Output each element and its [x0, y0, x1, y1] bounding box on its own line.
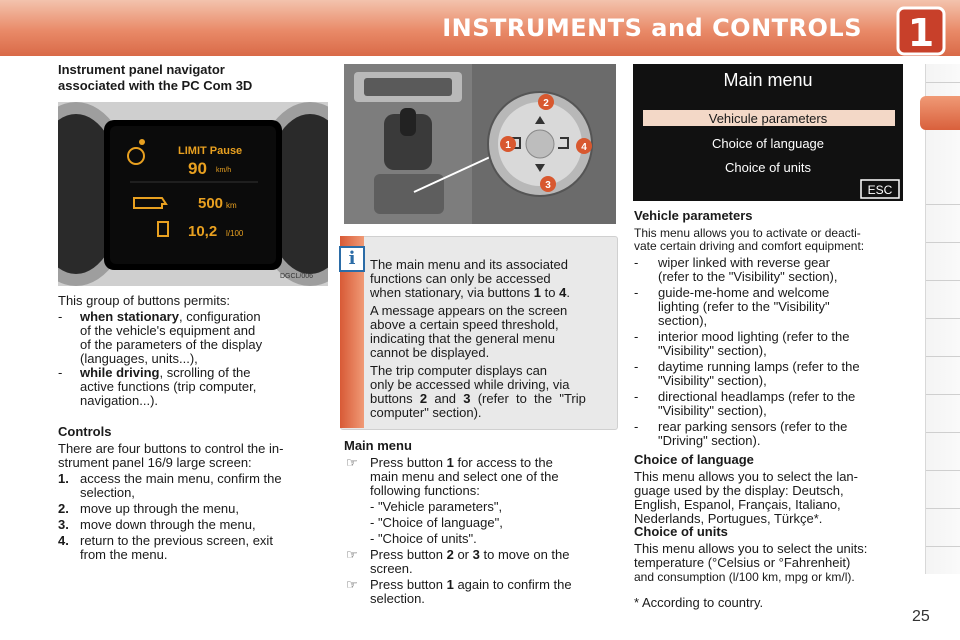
list-bullet: - — [58, 365, 63, 380]
list-item-text: navigation...). — [80, 393, 159, 408]
button-callout-2: 2 — [543, 98, 549, 109]
language-text: guage used by the display: Deutsch, — [634, 483, 844, 498]
list-bullet: - — [634, 329, 639, 344]
main-menu-bold: 1 — [446, 455, 454, 470]
screen-item: Choice of language — [711, 136, 825, 151]
screen-title: Main menu — [723, 70, 813, 90]
info-text: indicating that the general menu — [370, 331, 556, 346]
language-text: This menu allows you to select the lan- — [634, 469, 858, 484]
button-callout-1: 1 — [505, 140, 511, 151]
vp-item: daytime running lamps (refer to the — [658, 359, 860, 374]
header-title: INSTRUMENTS and CONTROLS — [442, 14, 862, 42]
info-text: A message appears on the screen — [370, 303, 568, 318]
units-heading: Choice of units — [634, 524, 728, 539]
vp-item: "Visibility" section), — [658, 343, 767, 358]
side-tab[interactable] — [926, 508, 960, 509]
main-menu-bold: 1 — [446, 577, 454, 592]
vp-item: directional headlamps (refer to the — [658, 389, 856, 404]
info-text: and — [427, 391, 464, 406]
info-text: The trip computer displays can — [370, 363, 548, 378]
control-text: access the main menu, confirm the — [80, 471, 282, 486]
info-text: above a certain speed threshold, — [370, 317, 559, 332]
main-menu-bold: 2 — [446, 547, 454, 562]
screen-item: Vehicule parameters — [708, 111, 828, 126]
main-menu-text: screen. — [370, 561, 413, 576]
footnote: * According to country. — [634, 595, 764, 610]
info-text — [370, 286, 570, 300]
control-number: 3. — [58, 517, 69, 532]
vp-item: interior mood lighting (refer to the — [658, 329, 850, 344]
side-tab[interactable] — [926, 82, 960, 83]
page-header — [0, 0, 960, 56]
list-item — [80, 366, 251, 380]
language-heading: Choice of language — [634, 452, 754, 467]
info-icon: i — [339, 246, 365, 272]
main-menu-text: following functions: — [370, 483, 480, 498]
info-text: (refer to the "Trip — [470, 391, 586, 406]
display-range: 500 — [198, 195, 224, 212]
main-menu-sub: - "Vehicle parameters", — [370, 499, 503, 514]
main-menu-screen — [633, 64, 903, 201]
info-text-bold: 4 — [559, 285, 567, 300]
main-menu-text: Press button — [370, 455, 447, 470]
vp-item: "Driving" section). — [658, 433, 761, 448]
vp-item: (refer to the "Visibility" section), — [658, 269, 838, 284]
main-menu-text: again to confirm the — [453, 577, 572, 592]
vp-item: guide-me-home and welcome — [658, 285, 830, 300]
control-number: 1. — [58, 471, 69, 486]
main-menu-text: or — [453, 547, 473, 562]
info-text-bold: 1 — [533, 285, 542, 300]
info-text: buttons — [370, 391, 420, 406]
vehicle-parameters-heading: Vehicle parameters — [634, 208, 753, 223]
main-menu-text: selection. — [370, 591, 425, 606]
list-item-text: (languages, units...), — [80, 351, 198, 366]
main-menu-text: Press button — [370, 547, 447, 562]
language-text: Nederlands, Portugues, Türkçe*. — [634, 511, 823, 526]
section-title: Instrument panel navigator — [58, 62, 225, 77]
pointer-icon: ☞ — [346, 577, 358, 592]
info-text: computer" section). — [370, 405, 482, 420]
display-consumption: 10,2 — [188, 223, 218, 240]
main-menu-text: main menu and select one of the — [370, 469, 559, 484]
main-menu-text: to move on the — [479, 547, 570, 562]
side-tab[interactable] — [926, 432, 960, 433]
list-item-text: of the parameters of the display — [80, 337, 263, 352]
info-text: functions can only be accessed — [370, 271, 551, 286]
side-tab[interactable] — [926, 470, 960, 471]
units-text: temperature (°Celsius or °Fahrenheit) — [634, 555, 851, 570]
units-text: and consumption (l/100 km, mpg or km/l). — [634, 570, 855, 584]
main-menu-text: Press button — [370, 577, 447, 592]
side-tabs — [925, 64, 960, 574]
vp-item: rear parking sensors (refer to the — [658, 419, 848, 434]
info-text: The main menu and its associated — [370, 257, 568, 272]
display-speed-unit: km/h — [216, 167, 232, 174]
section-title: associated with the PC Com 3D — [58, 78, 253, 93]
info-text: cannot be displayed. — [370, 345, 490, 360]
units-text: This menu allows you to select the units: — [634, 541, 868, 556]
screen-item: Choice of units — [725, 160, 811, 175]
main-menu-text — [370, 548, 570, 562]
controls-intro: There are four buttons to control the in- — [58, 441, 284, 456]
main-menu-heading: Main menu — [344, 438, 412, 453]
side-tab[interactable] — [926, 318, 960, 319]
vp-item: "Visibility" section), — [658, 373, 767, 388]
intro-text: This group of buttons permits: — [58, 293, 230, 308]
control-text: return to the previous screen, exit — [80, 533, 273, 548]
display-speed: 90 — [188, 159, 207, 178]
main-menu-text — [370, 578, 572, 592]
side-tab[interactable] — [926, 280, 960, 281]
info-text — [370, 392, 586, 406]
list-item-text: , scrolling of the — [159, 365, 251, 380]
control-text: selection, — [80, 485, 135, 500]
info-text-bold: 2 — [419, 391, 428, 406]
vp-intro: This menu allows you to activate or deacti- — [634, 226, 861, 240]
vp-item: "Visibility" section), — [658, 403, 767, 418]
list-item-bold: when stationary — [80, 309, 179, 324]
list-bullet: - — [58, 309, 63, 324]
control-text: move up through the menu, — [80, 501, 239, 516]
list-item-text: , configuration — [178, 309, 261, 324]
controls-heading: Controls — [58, 424, 112, 439]
main-menu-text: for access to the — [453, 455, 553, 470]
side-tab-active[interactable] — [920, 96, 960, 130]
side-tab[interactable] — [926, 394, 960, 395]
chapter-number: 1 — [907, 11, 935, 55]
list-bullet: - — [634, 389, 639, 404]
image-ref: DGCL/006 — [280, 273, 314, 280]
info-text: . — [566, 285, 570, 300]
main-menu-sub: - "Choice of units". — [370, 531, 477, 546]
page-number: 25 — [912, 608, 930, 625]
vp-item: wiper linked with reverse gear — [658, 255, 830, 270]
display-range-unit: km — [226, 201, 237, 210]
list-bullet: - — [634, 255, 639, 270]
control-number: 4. — [58, 533, 69, 548]
vp-item: lighting (refer to the "Visibility" — [658, 299, 830, 314]
control-text: move down through the menu, — [80, 517, 256, 532]
side-tab[interactable] — [926, 204, 960, 205]
main-menu-sub: - "Choice of language", — [370, 515, 503, 530]
list-item-text: of the vehicle's equipment and — [80, 323, 256, 338]
main-menu-bold: 3 — [472, 547, 480, 562]
main-menu-text — [370, 456, 553, 470]
list-item — [80, 310, 261, 324]
controls-intro: strument panel 16/9 large screen: — [58, 455, 252, 470]
language-text: English, Espanol, Français, Italiano, — [634, 497, 841, 512]
list-bullet: - — [634, 419, 639, 434]
vp-item: section), — [658, 313, 708, 328]
button-callout-4: 4 — [581, 142, 587, 153]
list-item-text: active functions (trip computer, — [80, 379, 257, 394]
side-tab[interactable] — [926, 242, 960, 243]
side-tab[interactable] — [926, 356, 960, 357]
info-text: to — [541, 285, 560, 300]
pointer-icon: ☞ — [346, 455, 358, 470]
list-bullet: - — [634, 285, 639, 300]
instrument-panel-image — [58, 102, 328, 286]
info-text: only be accessed while driving, via — [370, 377, 570, 392]
button-callout-3: 3 — [545, 180, 551, 191]
display-limit: LIMIT Pause — [178, 145, 243, 157]
control-text: from the menu. — [80, 547, 168, 562]
list-item-bold: while driving — [80, 365, 160, 380]
screen-esc: ESC — [867, 183, 893, 197]
side-tab[interactable] — [926, 546, 960, 547]
display-consumption-unit: l/100 — [226, 229, 244, 238]
console-image — [344, 64, 616, 224]
list-bullet: - — [634, 359, 639, 374]
info-text: when stationary, via buttons — [370, 285, 534, 300]
control-number: 2. — [58, 501, 69, 516]
chapter-badge — [894, 4, 948, 58]
info-text-bold: 3 — [463, 391, 471, 406]
vp-intro: vate certain driving and comfort equipment: — [634, 239, 865, 253]
pointer-icon: ☞ — [346, 547, 358, 562]
